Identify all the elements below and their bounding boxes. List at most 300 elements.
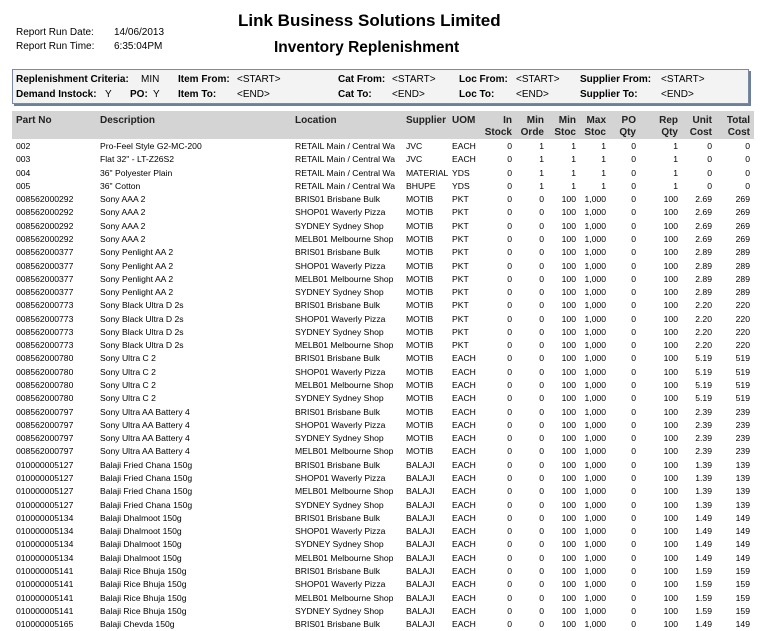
cell-location: SHOP01 Waverly Pizza [295,526,386,537]
cell-part-no: 008562000292 [16,194,74,205]
cell-total-cost: 269 [735,220,750,231]
cell-description: Balaji Dhalmoot 150g [100,526,182,537]
cell-po-qty: 0 [631,366,636,377]
cell-unit-cost: 2.39 [695,406,712,417]
cell-unit-cost: 5.19 [695,366,712,377]
cell-max-stock: 1,000 [584,406,606,417]
cell-part-no: 008562000292 [16,233,74,244]
cell-location: MELB01 Melbourne Shop [295,552,394,563]
cell-unit-cost: 2.20 [695,300,712,311]
table-row [0,246,760,259]
cell-total-cost: 139 [735,459,750,470]
cell-uom: PKT [452,260,469,271]
cell-min-stock: 100 [561,565,576,576]
cell-rep-qty: 1 [673,141,678,151]
cell-part-no: 010000005141 [16,605,74,616]
cell-total-cost: 269 [735,194,750,205]
cell-max-stock: 1,000 [584,260,606,271]
cell-unit-cost: 1.59 [695,605,712,616]
col-uom: UOM [452,115,476,126]
cell-description: Balaji Fried Chana 150g [100,486,193,497]
cell-min-order: 0 [539,287,544,298]
company-title: Link Business Solutions Limited [238,11,501,30]
table-row [0,153,760,166]
cell-rep-qty: 100 [663,605,678,616]
cell-part-no: 008562000797 [16,406,74,417]
cell-location: SHOP01 Waverly Pizza [295,207,386,218]
table-row [0,299,760,312]
cell-uom: EACH [452,406,476,417]
cell-description: Balaji Chevda 150g [100,619,175,630]
cell-min-order: 0 [539,340,544,351]
col-po-qty-l2: Qty [619,127,636,138]
cell-unit-cost: 2.69 [695,194,712,205]
cell-max-stock: 1,000 [584,579,606,590]
cell-supplier: MOTIB [406,446,434,457]
cell-uom: EACH [452,592,476,603]
cell-unit-cost: 1.39 [695,459,712,470]
cell-rep-qty: 100 [663,353,678,364]
cell-max-stock: 1,000 [584,526,606,537]
cell-supplier: MOTIB [406,207,434,218]
cell-uom: PKT [452,233,469,244]
cell-po-qty: 0 [631,220,636,231]
cell-location: RETAIL Main / Central Wa [295,141,395,151]
table-row [0,605,760,618]
cell-rep-qty: 100 [663,313,678,324]
cell-rep-qty: 100 [663,512,678,523]
cell-max-stock: 1,000 [584,486,606,497]
table-row [0,459,760,472]
col-min-order-l2: Orde [520,127,544,138]
table-row [0,552,760,565]
cell-description: Sony Ultra AA Battery 4 [100,406,190,417]
table-row [0,419,760,432]
demand-instock-label: Demand Instock: [16,89,97,100]
cell-in-stock: 0 [507,167,512,178]
cell-unit-cost: 5.19 [695,380,712,391]
cell-location: BRIS01 Brisbane Bulk [295,247,381,258]
cell-part-no: 010000005127 [16,473,74,483]
cell-min-order: 0 [539,473,544,483]
col-location: Location [295,115,337,126]
cell-min-order: 0 [539,220,544,231]
cell-supplier: BALAJI [406,552,435,563]
cell-total-cost: 149 [735,526,750,537]
cell-unit-cost: 2.20 [695,326,712,337]
cell-part-no: 008562000780 [16,353,74,364]
cell-min-stock: 100 [561,486,576,497]
cell-description: Sony AAA 2 [100,207,146,218]
cell-min-stock: 100 [561,340,576,351]
cell-uom: EACH [452,552,476,563]
cell-part-no: 002 [16,141,31,151]
cell-unit-cost: 2.39 [695,419,712,430]
cell-total-cost: 220 [735,313,750,324]
cell-po-qty: 0 [631,207,636,218]
cell-in-stock: 0 [507,180,512,191]
cell-description: Sony Black Ultra D 2s [100,326,184,337]
cell-description: Balaji Dhalmoot 150g [100,512,182,523]
cell-supplier: MOTIB [406,273,434,284]
cell-supplier: MOTIB [406,380,434,391]
cell-unit-cost: 1.49 [695,526,712,537]
cell-supplier: MOTIB [406,287,434,298]
col-unit-cost-l2: Cost [689,127,712,138]
cell-in-stock: 0 [507,273,512,284]
cell-min-order: 0 [539,247,544,258]
cell-part-no: 008562000292 [16,207,74,218]
cell-po-qty: 0 [631,406,636,417]
col-rep-qty-l2: Qty [661,127,678,138]
cell-max-stock: 1,000 [584,499,606,510]
cell-part-no: 008562000773 [16,313,74,324]
cell-min-order: 0 [539,433,544,444]
cell-po-qty: 0 [631,473,636,483]
cell-part-no: 008562000780 [16,393,74,404]
cell-supplier: BALAJI [406,459,435,470]
cell-location: SYDNEY Sydney Shop [295,539,384,550]
cell-rep-qty: 100 [663,380,678,391]
cell-min-stock: 100 [561,419,576,430]
cell-supplier: MOTIB [406,313,434,324]
cell-supplier: MOTIB [406,433,434,444]
cell-part-no: 010000005127 [16,459,74,470]
cell-min-stock: 100 [561,552,576,563]
item-from-label: Item From: [178,74,230,85]
cell-supplier: JVC [406,154,423,165]
cell-part-no: 010000005141 [16,592,74,603]
cell-description: Balaji Dhalmoot 150g [100,539,182,550]
cell-location: RETAIL Main / Central Wa [295,154,395,165]
cell-supplier: MATERIAL [406,167,449,178]
cell-description: Sony Penlight AA 2 [100,247,174,258]
cell-rep-qty: 100 [663,393,678,404]
cell-location: BRIS01 Brisbane Bulk [295,300,381,311]
cell-po-qty: 0 [631,313,636,324]
cell-location: SYDNEY Sydney Shop [295,393,384,404]
cell-po-qty: 0 [631,499,636,510]
cell-in-stock: 0 [507,326,512,337]
cell-total-cost: 159 [735,565,750,576]
cell-rep-qty: 100 [663,247,678,258]
cell-in-stock: 0 [507,605,512,616]
cell-total-cost: 289 [735,260,750,271]
table-row [0,233,760,246]
cell-uom: PKT [452,207,469,218]
cell-po-qty: 0 [631,167,636,178]
cell-location: MELB01 Melbourne Shop [295,273,394,284]
supplier-to-value: <END> [661,89,694,100]
table-row [0,445,760,458]
cell-uom: EACH [452,459,476,470]
cell-location: MELB01 Melbourne Shop [295,446,394,457]
cell-max-stock: 1,000 [584,313,606,324]
cell-total-cost: 0 [745,180,750,191]
cell-unit-cost: 2.89 [695,247,712,258]
cell-min-stock: 100 [561,512,576,523]
cell-po-qty: 0 [631,459,636,470]
cell-rep-qty: 1 [673,154,678,165]
cell-max-stock: 1,000 [584,446,606,457]
cell-rep-qty: 100 [663,565,678,576]
cell-max-stock: 1,000 [584,459,606,470]
cell-unit-cost: 1.39 [695,473,712,483]
cell-part-no: 008562000797 [16,446,74,457]
cell-po-qty: 0 [631,233,636,244]
cell-location: BRIS01 Brisbane Bulk [295,565,381,576]
cell-total-cost: 149 [735,552,750,563]
loc-from-value: <START> [516,74,560,85]
cell-total-cost: 220 [735,300,750,311]
cell-rep-qty: 100 [663,526,678,537]
cell-total-cost: 289 [735,247,750,258]
cell-min-stock: 100 [561,592,576,603]
cell-min-order: 0 [539,366,544,377]
cell-uom: PKT [452,340,469,351]
cell-min-order: 0 [539,579,544,590]
cell-in-stock: 0 [507,473,512,483]
cell-description: Sony Ultra C 2 [100,366,156,377]
cell-po-qty: 0 [631,287,636,298]
cell-min-order: 1 [539,154,544,165]
cell-in-stock: 0 [507,579,512,590]
cell-rep-qty: 100 [663,459,678,470]
cell-part-no: 008562000773 [16,326,74,337]
cell-uom: EACH [452,526,476,537]
cell-total-cost: 269 [735,207,750,218]
cell-supplier: MOTIB [406,353,434,364]
cell-po-qty: 0 [631,260,636,271]
cell-max-stock: 1,000 [584,433,606,444]
table-row [0,512,760,525]
cell-rep-qty: 100 [663,433,678,444]
cell-supplier: BALAJI [406,486,435,497]
cell-max-stock: 1,000 [584,552,606,563]
cell-in-stock: 0 [507,433,512,444]
cell-supplier: BALAJI [406,592,435,603]
cell-location: RETAIL Main / Central Wa [295,180,395,191]
cell-min-stock: 100 [561,380,576,391]
cell-max-stock: 1,000 [584,512,606,523]
cell-rep-qty: 1 [673,180,678,191]
table-row [0,525,760,538]
cell-supplier: MOTIB [406,366,434,377]
cell-in-stock: 0 [507,340,512,351]
cell-uom: EACH [452,154,476,165]
cell-min-stock: 1 [571,154,576,165]
table-row [0,578,760,591]
col-max-stock-l1: Max [586,115,606,126]
cell-supplier: MOTIB [406,406,434,417]
cell-max-stock: 1 [601,154,606,165]
cell-part-no: 008562000780 [16,380,74,391]
col-part-no: Part No [16,115,52,126]
cell-rep-qty: 100 [663,287,678,298]
cell-min-order: 0 [539,446,544,457]
cell-po-qty: 0 [631,141,636,151]
cell-rep-qty: 100 [663,366,678,377]
cell-unit-cost: 0 [707,180,712,191]
cell-in-stock: 0 [507,512,512,523]
cell-min-stock: 100 [561,619,576,630]
cell-in-stock: 0 [507,194,512,205]
cell-in-stock: 0 [507,419,512,430]
repl-criteria-value: MIN [141,74,160,85]
cell-location: MELB01 Melbourne Shop [295,592,394,603]
cell-in-stock: 0 [507,366,512,377]
cell-min-stock: 100 [561,273,576,284]
cell-uom: PKT [452,194,469,205]
cell-max-stock: 1,000 [584,233,606,244]
cat-from-value: <START> [392,74,436,85]
cell-description: Sony Black Ultra D 2s [100,340,184,351]
cell-min-stock: 100 [561,326,576,337]
col-total-cost-l1: Total [726,115,750,126]
cell-part-no: 010000005134 [16,552,74,563]
po-label: PO: [130,89,148,100]
cell-po-qty: 0 [631,393,636,404]
cell-min-order: 0 [539,233,544,244]
cell-min-order: 1 [539,141,544,151]
cell-min-stock: 100 [561,406,576,417]
cell-uom: EACH [452,619,476,630]
table-row [0,499,760,512]
cell-uom: EACH [452,419,476,430]
cell-uom: PKT [452,273,469,284]
cell-part-no: 010000005165 [16,619,74,630]
cell-uom: EACH [452,433,476,444]
cell-max-stock: 1,000 [584,340,606,351]
cat-to-value: <END> [392,89,425,100]
cell-in-stock: 0 [507,380,512,391]
cell-description: Balaji Rice Bhuja 150g [100,592,187,603]
cell-unit-cost: 5.19 [695,393,712,404]
cell-po-qty: 0 [631,353,636,364]
cell-min-order: 0 [539,486,544,497]
cell-max-stock: 1,000 [584,287,606,298]
cell-part-no: 008562000377 [16,287,74,298]
cell-total-cost: 269 [735,233,750,244]
cell-uom: EACH [452,539,476,550]
cell-part-no: 010000005127 [16,499,74,510]
cell-location: SYDNEY Sydney Shop [295,433,384,444]
cell-in-stock: 0 [507,526,512,537]
cell-total-cost: 149 [735,619,750,630]
cell-po-qty: 0 [631,605,636,616]
col-rep-qty-l1: Rep [659,115,678,126]
cell-part-no: 008562000797 [16,433,74,444]
cell-rep-qty: 100 [663,326,678,337]
run-date-value: 14/06/2013 [114,27,165,38]
cell-rep-qty: 100 [663,592,678,603]
cell-min-order: 0 [539,592,544,603]
cell-total-cost: 289 [735,273,750,284]
table-row [0,366,760,379]
cell-min-stock: 100 [561,366,576,377]
cell-min-stock: 100 [561,207,576,218]
cat-to-label: Cat To: [338,89,372,100]
col-max-stock-l2: Stoc [584,127,606,138]
cell-total-cost: 0 [745,167,750,178]
cell-in-stock: 0 [507,406,512,417]
cell-rep-qty: 100 [663,207,678,218]
cell-min-order: 0 [539,406,544,417]
cell-in-stock: 0 [507,247,512,258]
cell-po-qty: 0 [631,446,636,457]
cell-min-order: 0 [539,499,544,510]
table-row [0,260,760,273]
cell-in-stock: 0 [507,619,512,630]
table-row [0,140,760,153]
cell-location: SHOP01 Waverly Pizza [295,579,386,590]
cell-uom: PKT [452,287,469,298]
cell-min-stock: 100 [561,194,576,205]
cat-from-label: Cat From: [338,74,386,85]
cell-location: BRIS01 Brisbane Bulk [295,406,381,417]
cell-min-stock: 100 [561,260,576,271]
cell-min-order: 0 [539,326,544,337]
supplier-to-label: Supplier To: [580,89,638,100]
cell-location: SHOP01 Waverly Pizza [295,260,386,271]
cell-location: SYDNEY Sydney Shop [295,220,384,231]
cell-rep-qty: 100 [663,260,678,271]
cell-unit-cost: 1.49 [695,552,712,563]
cell-min-stock: 100 [561,526,576,537]
cell-description: Flat 32" - LT-Z26S2 [100,154,175,165]
cell-supplier: MOTIB [406,340,434,351]
cell-description: Sony Penlight AA 2 [100,260,174,271]
cell-description: Balaji Fried Chana 150g [100,473,193,483]
cell-min-order: 0 [539,207,544,218]
cell-supplier: MOTIB [406,247,434,258]
loc-from-label: Loc From: [459,74,508,85]
cell-part-no: 008562000292 [16,220,74,231]
item-to-value: <END> [237,89,270,100]
cell-description: Sony Ultra C 2 [100,353,156,364]
cell-po-qty: 0 [631,180,636,191]
cell-min-order: 0 [539,419,544,430]
cell-unit-cost: 5.19 [695,353,712,364]
cell-min-stock: 100 [561,313,576,324]
table-row [0,565,760,578]
cell-description: Balaji Rice Bhuja 150g [100,579,187,590]
cell-rep-qty: 100 [663,194,678,205]
cell-min-order: 0 [539,565,544,576]
cell-in-stock: 0 [507,233,512,244]
cell-uom: PKT [452,220,469,231]
cell-max-stock: 1 [601,180,606,191]
cell-min-stock: 100 [561,393,576,404]
cell-min-order: 0 [539,273,544,284]
cell-max-stock: 1,000 [584,539,606,550]
cell-in-stock: 0 [507,207,512,218]
cell-uom: PKT [452,300,469,311]
cell-in-stock: 0 [507,353,512,364]
cell-description: 36" Cotton [100,180,141,191]
cell-po-qty: 0 [631,433,636,444]
cell-supplier: BALAJI [406,579,435,590]
cell-supplier: MOTIB [406,220,434,231]
cell-location: BRIS01 Brisbane Bulk [295,353,381,364]
cell-description: Sony AAA 2 [100,220,146,231]
table-row [0,220,760,233]
cell-supplier: BALAJI [406,473,435,483]
table-row [0,392,760,405]
cell-description: Sony AAA 2 [100,233,146,244]
table-row [0,286,760,299]
cell-supplier: BALAJI [406,539,435,550]
